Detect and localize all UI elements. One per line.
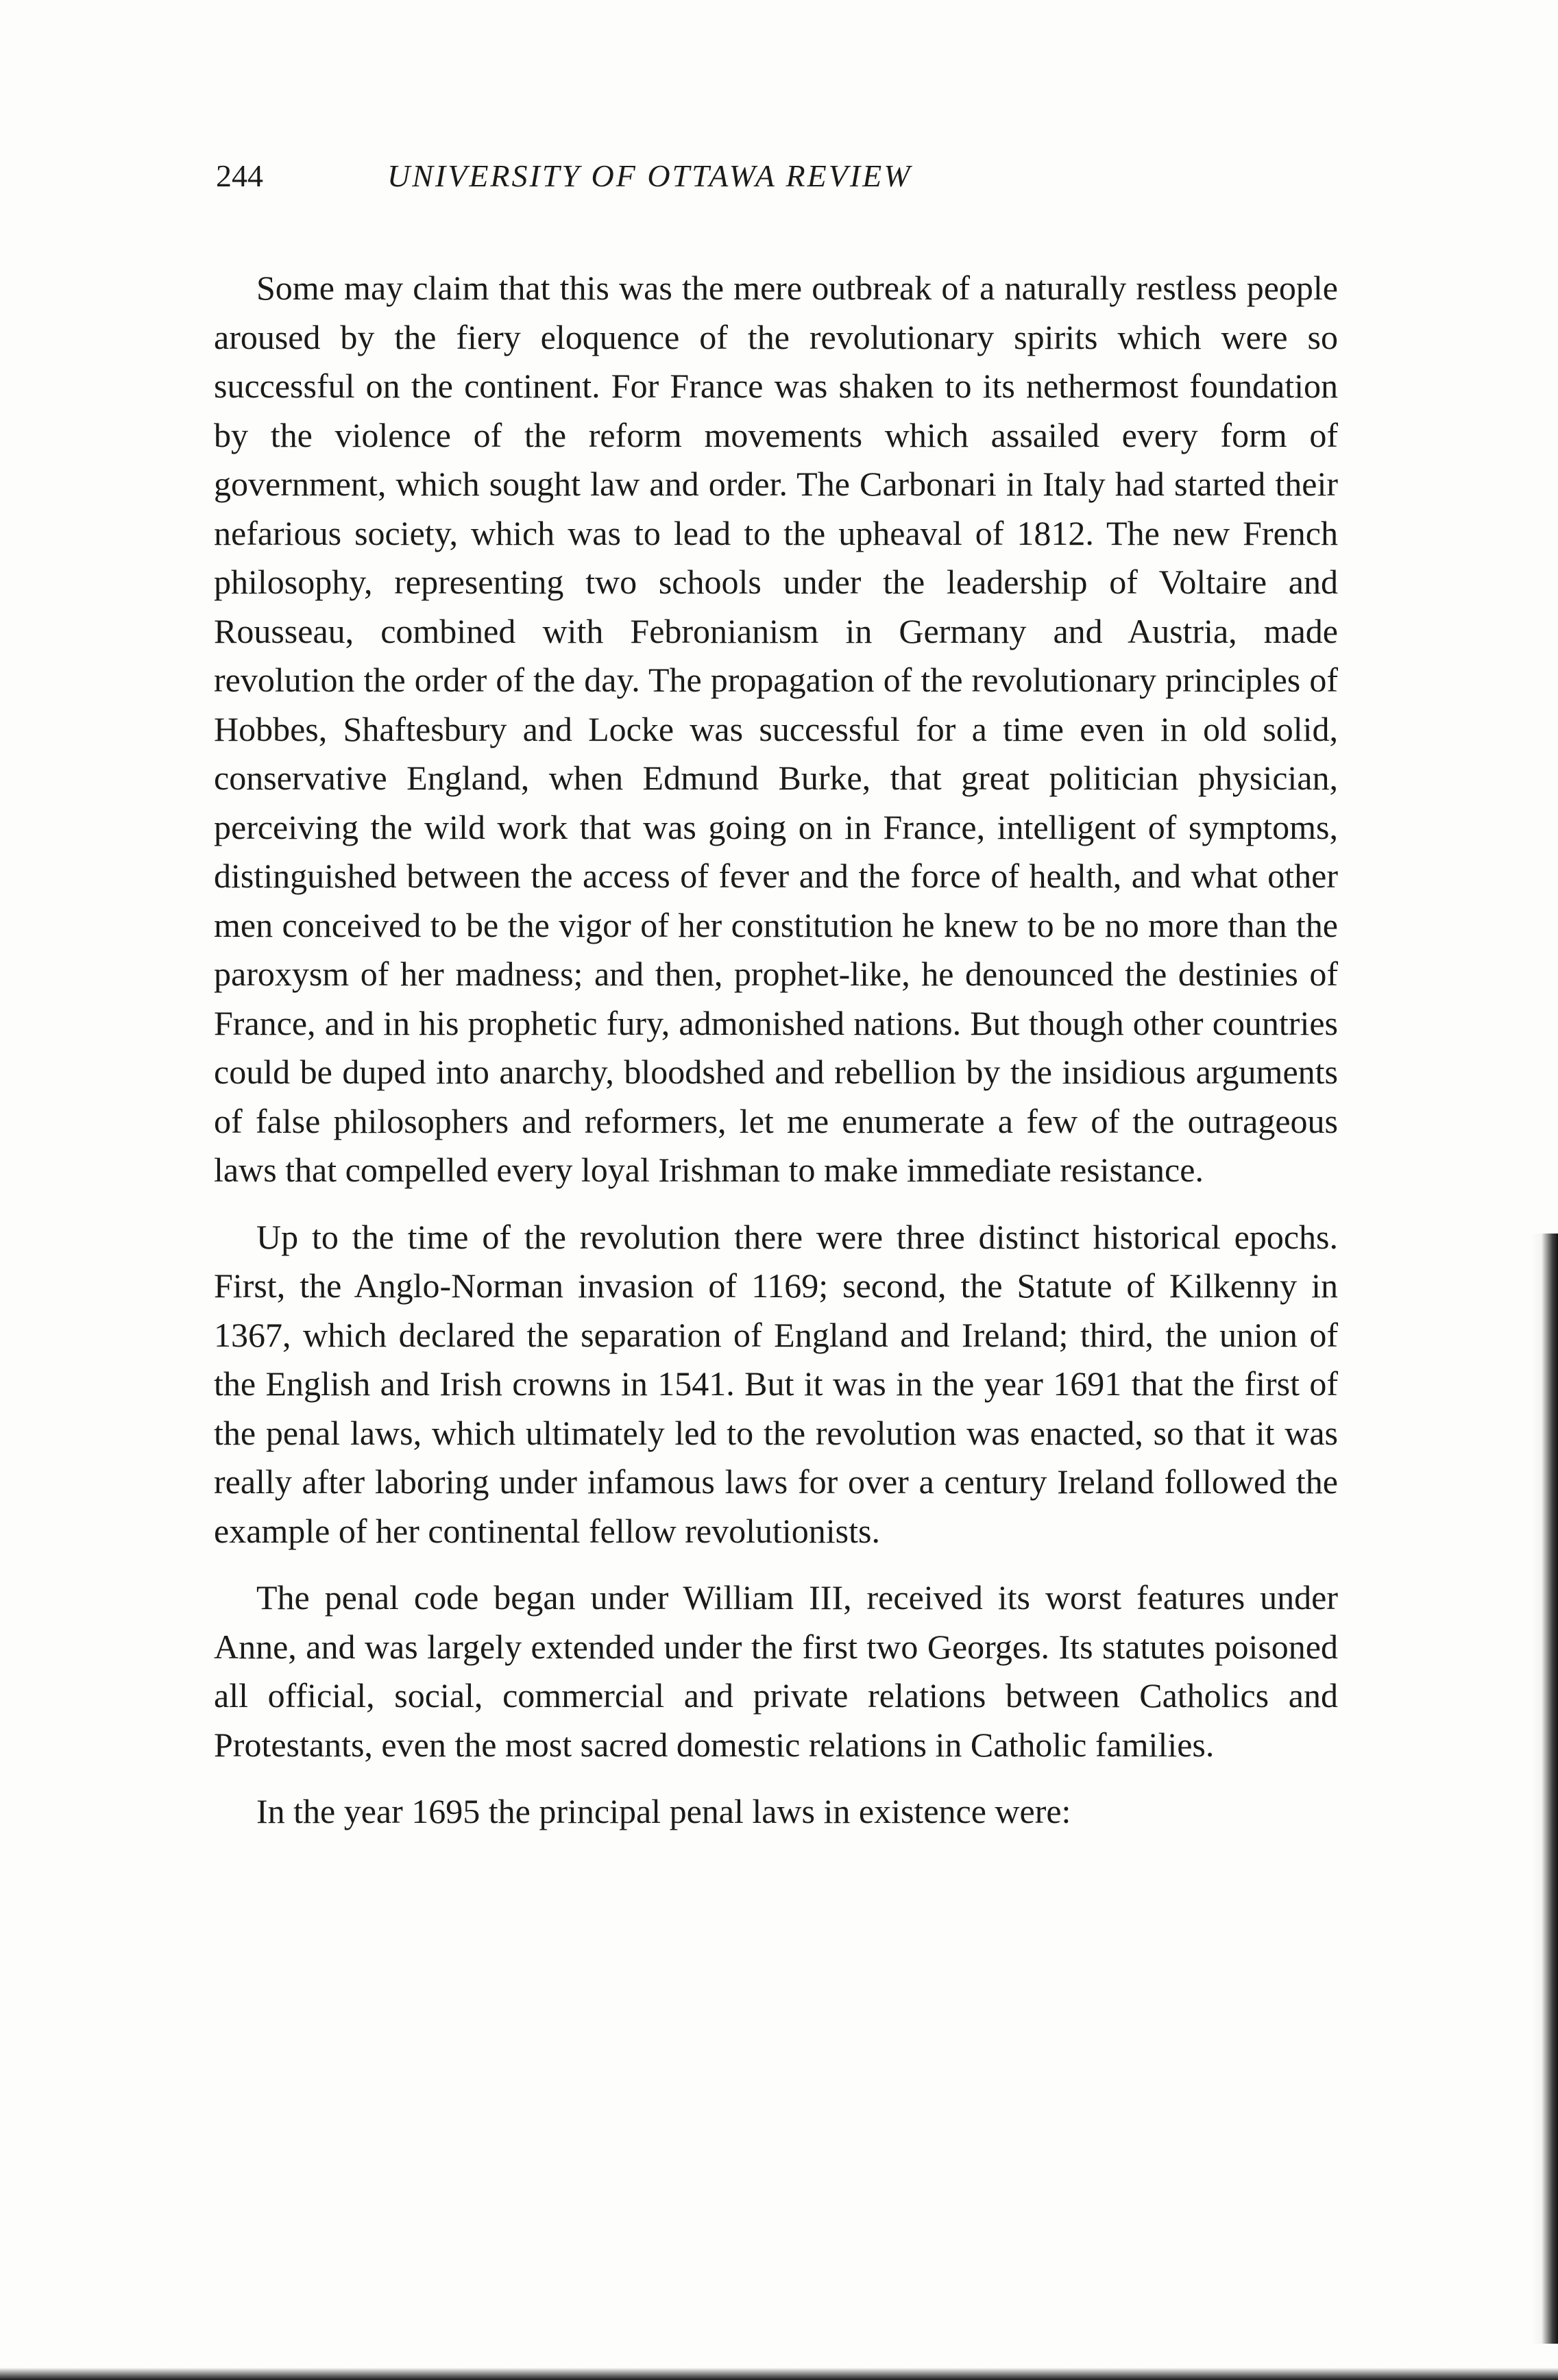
paragraph: Some may claim that this was the mere outbreak of a naturally restless people aroused by the fiery eloquence of the revolutionary spirits which were so successful on the continent. For France was shaken to its nethermost foundation by the violence of the reform movements which assailed every form of government, which sought law and order. The Carbonari in Italy had started their nefarious society, which was to lead to the upheaval of 1812. The new French philosophy, representing two schools under the leadership of Voltaire and Rousseau, combined with Febronianism in Germany and Austria, made revolution the order of the day. The propagation of the revolutionary principles of Hobbes, Shaftesbury and Locke was successful for a time even in old solid, conservative England, when Edmund Burke, that great politician physician, perceiving the wild work that was going on in France, intelligent of symptoms, distinguished between the access of fever and the force of health, and what other men conceived to be the vigor of her constitution he knew to be no more than the paroxysm of her madness; and then, prophet-like, he denounced the destinies of France, and in his prophetic fury, admonished nations. But though other countries could be duped into anarchy, bloodshed and rebellion by the insidious arguments of false philosophers and reformers, let me enumerate a few of the outrageous laws that compelled every loyal Irishman to make immediate resistance. (214, 269, 1338, 1189)
page-header (216, 152, 1395, 200)
body-text (214, 264, 1338, 1837)
paragraph: Up to the time of the revolution there were three distinct historical epochs. First, the Anglo-Norman invasion of 1169; second, the Statute of Kilkenny in 1367, which declared the separation of England and Ireland; third, the union of the English and Irish crowns in 1541. But it was in the year 1691 that the first of the penal laws, which ultimately led to the revolution was enacted, so that it was really after laboring under infamous laws for over a century Ireland followed the example of her continental fellow revolutionists. (214, 1217, 1338, 1550)
running-title: UNIVERSITY OF OTTAWA REVIEW (387, 158, 912, 193)
scan-bottom-edge (0, 2368, 1558, 2380)
scan-edge-shadow (1531, 1234, 1558, 2344)
page-number: 244 (216, 158, 263, 193)
paragraph: In the year 1695 the principal penal laws in existence were: (256, 1792, 1071, 1830)
paragraph: The penal code began under William III, received its worst features under Anne, and was largely extended under the first two Georges. Its statutes poisoned all official, social, commercial and private relations between Catholics and Protestants, even the most sacred domestic relations in Catholic families. (214, 1578, 1338, 1764)
